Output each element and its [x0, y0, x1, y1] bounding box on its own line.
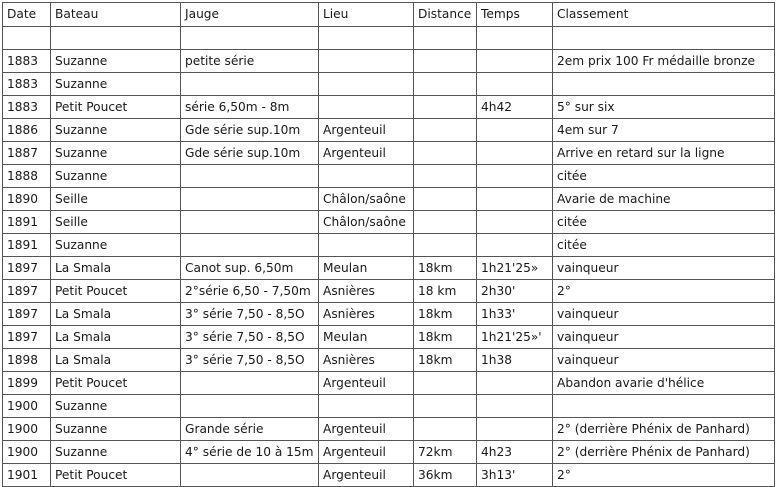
cell-jauge	[181, 188, 319, 211]
cell-lieu	[319, 73, 414, 96]
cell-bateau: La Smala	[51, 257, 181, 280]
cell-lieu	[319, 50, 414, 73]
column-header-lieu: Lieu	[319, 3, 414, 27]
cell-temps	[477, 418, 553, 441]
cell-lieu	[319, 234, 414, 257]
cell-lieu: Argenteuil	[319, 142, 414, 165]
cell-temps	[477, 119, 553, 142]
cell-classement: citée	[553, 234, 775, 257]
cell-jauge	[181, 372, 319, 395]
cell-distance	[414, 395, 477, 418]
cell-jauge	[181, 27, 319, 50]
cell-bateau: La Smala	[51, 303, 181, 326]
cell-classement	[553, 395, 775, 418]
column-header-bateau: Bateau	[51, 3, 181, 27]
cell-date: 1898	[3, 349, 51, 372]
cell-classement: Avarie de machine	[553, 188, 775, 211]
cell-temps	[477, 73, 553, 96]
cell-classement: citée	[553, 165, 775, 188]
table-row	[3, 50, 775, 73]
table-row	[3, 280, 775, 303]
cell-date: 1897	[3, 257, 51, 280]
cell-jauge: petite série	[181, 50, 319, 73]
cell-date: 1900	[3, 418, 51, 441]
cell-classement: vainqueur	[553, 326, 775, 349]
cell-lieu	[319, 395, 414, 418]
table-row	[3, 349, 775, 372]
column-header-classement: Classement	[553, 3, 775, 27]
cell-jauge: 3° série 7,50 - 8,5O	[181, 303, 319, 326]
cell-classement: 5° sur six	[553, 96, 775, 119]
cell-temps	[477, 188, 553, 211]
cell-bateau: Suzanne	[51, 119, 181, 142]
cell-lieu	[319, 96, 414, 119]
cell-temps: 1h21'25»'	[477, 326, 553, 349]
table-body	[3, 27, 775, 487]
table-row	[3, 211, 775, 234]
cell-temps: 4h23	[477, 441, 553, 464]
table-row	[3, 372, 775, 395]
table-row	[3, 119, 775, 142]
cell-jauge	[181, 165, 319, 188]
table-row	[3, 257, 775, 280]
cell-jauge	[181, 395, 319, 418]
cell-bateau: Petit Poucet	[51, 372, 181, 395]
cell-lieu: Asnières	[319, 349, 414, 372]
cell-classement: vainqueur	[553, 257, 775, 280]
cell-bateau: Petit Poucet	[51, 464, 181, 487]
table-row	[3, 96, 775, 119]
cell-temps	[477, 234, 553, 257]
cell-date: 1897	[3, 326, 51, 349]
cell-lieu: Argenteuil	[319, 418, 414, 441]
cell-temps	[477, 50, 553, 73]
table-row	[3, 326, 775, 349]
cell-bateau: Suzanne	[51, 73, 181, 96]
cell-jauge: Gde série sup.10m	[181, 142, 319, 165]
cell-classement: citée	[553, 211, 775, 234]
cell-distance	[414, 372, 477, 395]
cell-temps: 1h33'	[477, 303, 553, 326]
cell-jauge	[181, 234, 319, 257]
cell-temps: 3h13'	[477, 464, 553, 487]
cell-distance	[414, 418, 477, 441]
cell-date: 1897	[3, 280, 51, 303]
table-row	[3, 165, 775, 188]
cell-bateau: Suzanne	[51, 50, 181, 73]
cell-date: 1890	[3, 188, 51, 211]
cell-distance	[414, 142, 477, 165]
cell-distance: 18km	[414, 257, 477, 280]
cell-date: 1886	[3, 119, 51, 142]
cell-classement: Abandon avarie d'hélice	[553, 372, 775, 395]
cell-lieu: Argenteuil	[319, 372, 414, 395]
results-table	[2, 2, 775, 487]
cell-distance	[414, 50, 477, 73]
cell-distance: 18km	[414, 303, 477, 326]
cell-date: 1901	[3, 464, 51, 487]
cell-date: 1900	[3, 441, 51, 464]
cell-lieu: Asnières	[319, 303, 414, 326]
cell-distance	[414, 96, 477, 119]
table-row	[3, 73, 775, 96]
cell-distance: 18km	[414, 326, 477, 349]
cell-lieu: Argenteuil	[319, 464, 414, 487]
cell-classement: 2°	[553, 464, 775, 487]
cell-lieu	[319, 27, 414, 50]
table-row	[3, 142, 775, 165]
cell-temps: 1h21'25»	[477, 257, 553, 280]
cell-bateau: Suzanne	[51, 142, 181, 165]
cell-bateau: Suzanne	[51, 165, 181, 188]
cell-bateau: Petit Poucet	[51, 96, 181, 119]
cell-jauge: Canot sup. 6,50m	[181, 257, 319, 280]
cell-date	[3, 27, 51, 50]
cell-lieu: Argenteuil	[319, 119, 414, 142]
column-header-distance: Distance	[414, 3, 477, 27]
cell-temps	[477, 211, 553, 234]
cell-distance	[414, 73, 477, 96]
cell-distance	[414, 234, 477, 257]
cell-lieu	[319, 165, 414, 188]
cell-date: 1891	[3, 211, 51, 234]
cell-lieu: Meulan	[319, 257, 414, 280]
cell-bateau: La Smala	[51, 349, 181, 372]
cell-temps	[477, 165, 553, 188]
cell-classement: 4em sur 7	[553, 119, 775, 142]
cell-jauge: 3° série 7,50 - 8,5O	[181, 326, 319, 349]
table-row	[3, 27, 775, 50]
cell-distance: 72km	[414, 441, 477, 464]
cell-bateau: Suzanne	[51, 234, 181, 257]
cell-lieu: Asnières	[319, 280, 414, 303]
cell-date: 1883	[3, 96, 51, 119]
cell-distance	[414, 165, 477, 188]
cell-classement	[553, 27, 775, 50]
cell-bateau: Petit Poucet	[51, 280, 181, 303]
cell-jauge	[181, 73, 319, 96]
cell-jauge: 3° série 7,50 - 8,5O	[181, 349, 319, 372]
cell-bateau: Suzanne	[51, 441, 181, 464]
cell-classement: vainqueur	[553, 303, 775, 326]
cell-date: 1883	[3, 73, 51, 96]
cell-temps	[477, 395, 553, 418]
table-row	[3, 441, 775, 464]
cell-temps: 1h38	[477, 349, 553, 372]
column-header-date: Date	[3, 3, 51, 27]
cell-temps: 4h42	[477, 96, 553, 119]
cell-date: 1899	[3, 372, 51, 395]
column-header-temps: Temps	[477, 3, 553, 27]
table-row	[3, 234, 775, 257]
cell-classement: Arrive en retard sur la ligne	[553, 142, 775, 165]
table-row	[3, 464, 775, 487]
cell-jauge: 4° série de 10 à 15m	[181, 441, 319, 464]
cell-bateau	[51, 27, 181, 50]
cell-date: 1891	[3, 234, 51, 257]
cell-temps	[477, 142, 553, 165]
cell-distance: 18 km	[414, 280, 477, 303]
cell-lieu: Meulan	[319, 326, 414, 349]
table-row	[3, 418, 775, 441]
cell-classement	[553, 73, 775, 96]
cell-distance: 18km	[414, 349, 477, 372]
cell-distance: 36km	[414, 464, 477, 487]
cell-distance	[414, 27, 477, 50]
cell-lieu: Châlon/saône	[319, 188, 414, 211]
cell-bateau: Seille	[51, 211, 181, 234]
cell-temps	[477, 372, 553, 395]
cell-date: 1888	[3, 165, 51, 188]
table-row	[3, 395, 775, 418]
cell-bateau: La Smala	[51, 326, 181, 349]
cell-bateau: Suzanne	[51, 395, 181, 418]
cell-date: 1887	[3, 142, 51, 165]
cell-bateau: Suzanne	[51, 418, 181, 441]
cell-jauge	[181, 211, 319, 234]
cell-jauge: Grande série	[181, 418, 319, 441]
cell-date: 1897	[3, 303, 51, 326]
cell-classement: 2° (derrière Phénix de Panhard)	[553, 441, 775, 464]
cell-date: 1883	[3, 50, 51, 73]
column-header-jauge: Jauge	[181, 3, 319, 27]
cell-distance	[414, 211, 477, 234]
cell-jauge: Gde série sup.10m	[181, 119, 319, 142]
cell-temps: 2h30'	[477, 280, 553, 303]
cell-jauge	[181, 464, 319, 487]
cell-bateau: Seille	[51, 188, 181, 211]
cell-temps	[477, 27, 553, 50]
cell-date: 1900	[3, 395, 51, 418]
table-row	[3, 303, 775, 326]
cell-jauge: 2°série 6,50 - 7,50m	[181, 280, 319, 303]
table-row	[3, 188, 775, 211]
cell-jauge: série 6,50m - 8m	[181, 96, 319, 119]
cell-distance	[414, 188, 477, 211]
cell-lieu: Argenteuil	[319, 441, 414, 464]
cell-classement: 2°	[553, 280, 775, 303]
cell-lieu: Châlon/saône	[319, 211, 414, 234]
cell-classement: 2° (derrière Phénix de Panhard)	[553, 418, 775, 441]
cell-classement: 2em prix 100 Fr médaille bronze	[553, 50, 775, 73]
cell-distance	[414, 119, 477, 142]
cell-classement: vainqueur	[553, 349, 775, 372]
table-header-row	[3, 3, 775, 27]
